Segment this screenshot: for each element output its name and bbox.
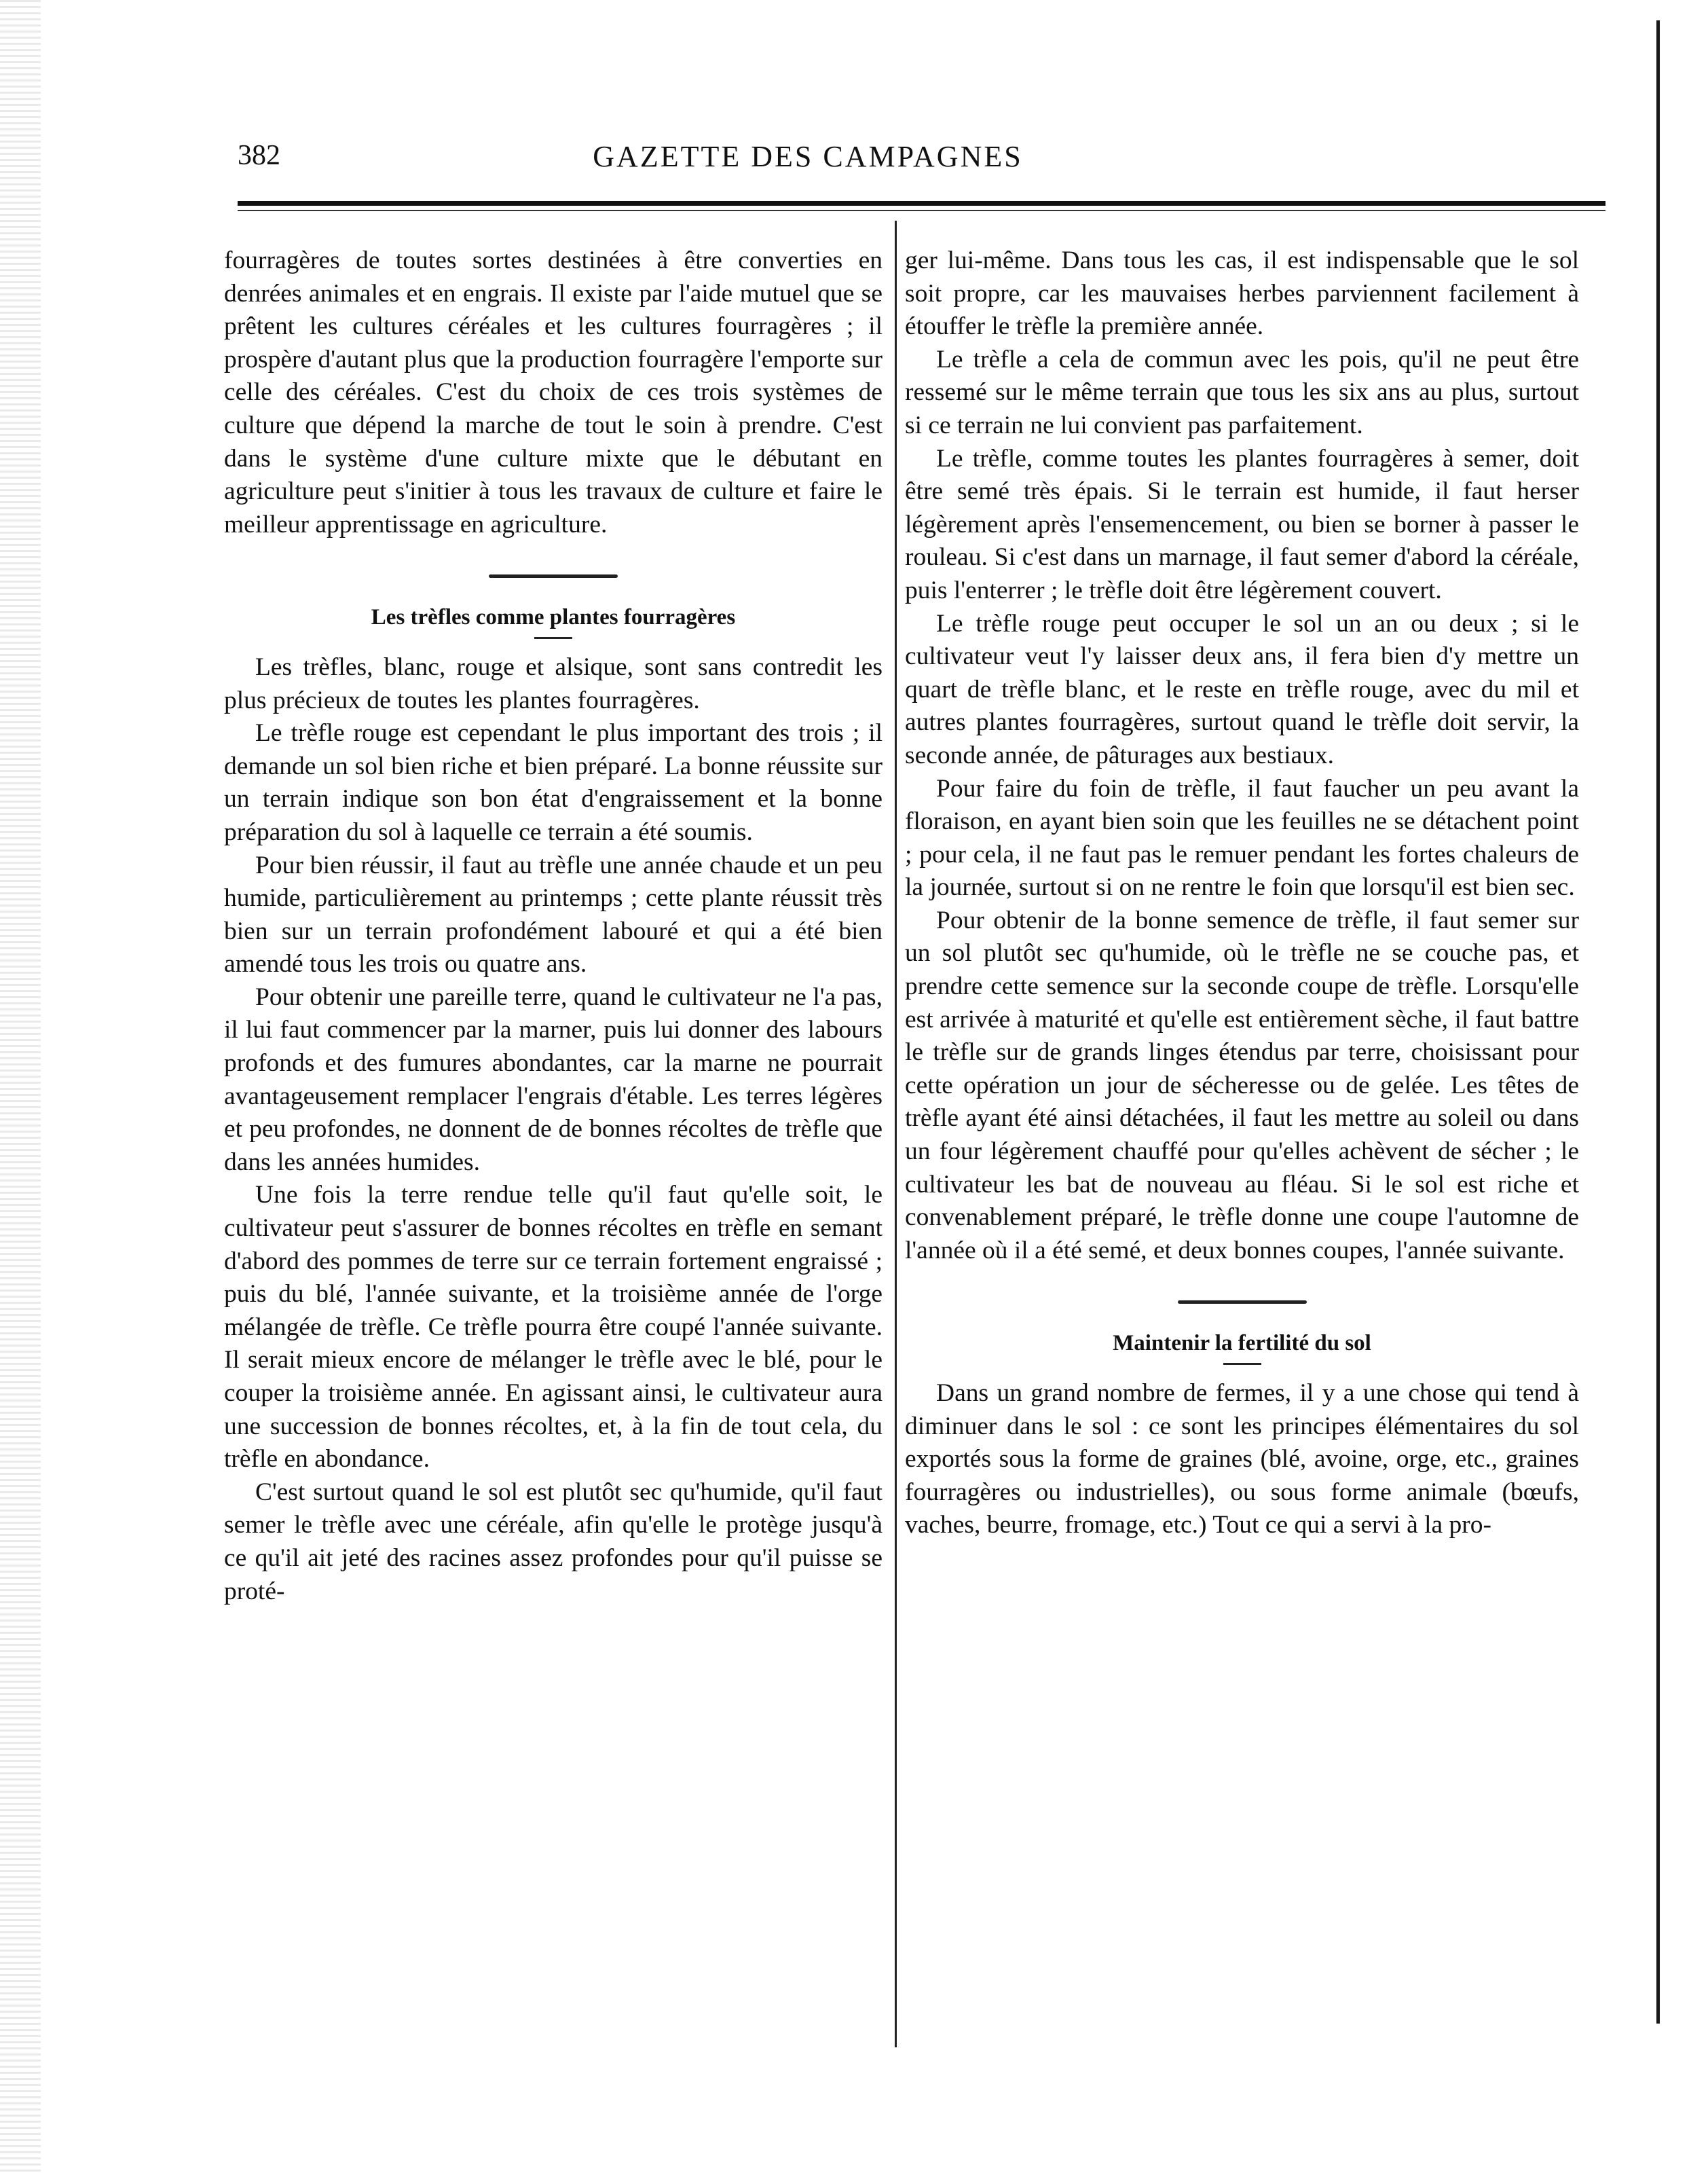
section-heading-trefles: Les trèfles comme plantes fourragères: [371, 605, 736, 630]
paragraph: Pour bien réussir, il faut au trèfle une année chaude et un peu humide, particulièrement au printemps ; cette plante réussit très bien sur un terrain profondément labouré et qui a été bien amendé tous les trois ou quatre ans.: [224, 851, 883, 979]
paragraph: Pour faire du foin de trèfle, il faut faucher un peu avant la floraison, en ayant bien soin que les feuilles ne se détachent point ; pour cela, il ne faut pas le remuer pendant les fortes chaleurs de la journée, surtout si on ne rentre le foin que lorsqu'il est bien sec.: [905, 774, 1579, 902]
paragraph: Le trèfle a cela de commun avec les pois, qu'il ne peut être ressemé sur le même terrain que tous les six ans au plus, surtout si ce terrain ne lui convient pas parfaitement.: [905, 345, 1579, 439]
paragraph: Les trèfles, blanc, rouge et alsique, sont sans contredit les plus précieux de toutes les plantes fourragères.: [224, 653, 883, 714]
page-number: 382: [238, 140, 280, 171]
column-divider: [895, 221, 897, 2047]
paragraph: Le trèfle rouge peut occuper le sol un an ou deux ; si le cultivateur veut l'y laisser deux ans, il fera bien d'y mettre un quart de trèfle blanc, et le reste en trèfle rouge, avec du mil et autres plantes fourragères, surtout quand le trèfle doit servir, la seconde année, de pâturages aux bestiaux.: [905, 609, 1579, 769]
section-divider: [905, 1290, 1579, 1313]
heading-underline: [1223, 1363, 1261, 1365]
heading-underline: [534, 637, 572, 639]
header-rule-thin: [238, 210, 1605, 211]
left-column: [224, 244, 883, 1608]
section-heading-fertilite: Maintenir la fertilité du sol: [1113, 1331, 1371, 1356]
scan-left-edge: [0, 0, 41, 2175]
paragraph: Le trèfle, comme toutes les plantes fourragères à semer, doit être semé très épais. Si le terrain est humide, il faut herser légèrement après l'ensemencement, ou bien se borner à passer le rouleau. Si c'est dans un marnage, il faut semer d'abord la céréale, puis l'enterrer ; le trèfle doit être légèrement couvert.: [905, 444, 1579, 604]
scan-right-border: [1656, 20, 1660, 2024]
section-divider: [224, 564, 883, 587]
header-rule: [238, 201, 1605, 206]
paragraph: Pour obtenir de la bonne semence de trèfle, il faut semer sur un sol plutôt sec qu'humide, où le trèfle ne se couche pas, et prendre cette semence sur la seconde coupe de trèfle. Lorsqu'elle est arrivée à maturité et qu'elle est entièrement sèche, il faut battre le trèfle sur de grands linges étendus par terre, choisissant pour cette opération un jour de sécheresse ou de gelée. Les têtes de trèfle ayant été ainsi détachées, il faut les mettre au soleil ou dans un four légèrement chauffé pour qu'elles achèvent de sécher ; le cultivateur les bat de nouveau au fléau. Si le sol est riche et convenablement préparé, le trèfle donne une coupe l'automne de l'année où il a été semé, et deux bonnes coupes, l'année suivante.: [905, 906, 1579, 1264]
right-column: [905, 244, 1579, 1542]
paragraph: Une fois la terre rendue telle qu'il faut qu'elle soit, le cultivateur peut s'assurer de bonnes récoltes en trèfle en semant d'abord des pommes de terre sur ce terrain fortement engraissé ; puis du blé, l'année suivante, et la troisième année de l'orge mélangée de trèfle. Ce trèfle pourra être coupé l'année suivante. Il serait mieux encore de mélanger le trèfle avec le blé, pour le couper la troisième année. En agissant ainsi, le cultivateur aura une succession de bonnes récoltes, et, à la fin de tout cela, du trèfle en abondance.: [224, 1181, 883, 1474]
paragraph: Dans un grand nombre de fermes, il y a une chose qui tend à diminuer dans le sol : ce sont les principes élémentaires du sol exportés sous la forme de graines (blé, avoine, orge, etc., graines fourragères ou industrielles), ou sous forme animale (bœufs, vaches, beurre, fromage, etc.) Tout ce qui a servi à la pro-: [905, 1379, 1579, 1539]
paragraph: fourragères de toutes sortes destinées à être converties en denrées animales et en engrais. Il existe par l'aide mutuel que se prêtent les cultures céréales et les cultures fourragères ; il prospère d'autant plus que la production fourragère l'emporte sur celle des céréales. C'est du choix de ces trois systèmes de culture que dépend la marche de tout le soin à prendre. C'est dans le système d'une culture mixte que le débutant en agriculture peut s'initier à tous les travaux de culture et faire le meilleur apprentissage en agriculture.: [224, 246, 883, 538]
paragraph: Pour obtenir une pareille terre, quand le cultivateur ne l'a pas, il lui faut commencer par la marner, puis lui donner des labours profonds et des fumures abondantes, car la marne ne pourrait avantageusement remplacer l'engrais d'étable. Les terres légères et peu profondes, ne donnent de de bonnes récoltes de trèfle que dans les années humides.: [224, 983, 883, 1176]
journal-title: GAZETTE DES CAMPAGNES: [593, 140, 1023, 173]
paragraph: ger lui-même. Dans tous les cas, il est indispensable que le sol soit propre, car les mauvaises herbes parviennent facilement à étouffer le trèfle la première année.: [905, 246, 1579, 341]
paragraph: C'est surtout quand le sol est plutôt sec qu'humide, qu'il faut semer le trèfle avec une céréale, afin qu'elle le protège jusqu'à ce qu'il ait jeté des racines assez profondes pour qu'il puisse se proté-: [224, 1478, 883, 1605]
page-header: [238, 139, 1378, 180]
paragraph: Le trèfle rouge est cependant le plus important des trois ; il demande un sol bien riche et bien préparé. La bonne réussite sur un terrain indique son bon état d'engraissement et la bonne préparation du sol à laquelle ce terrain a été soumis.: [224, 719, 883, 846]
